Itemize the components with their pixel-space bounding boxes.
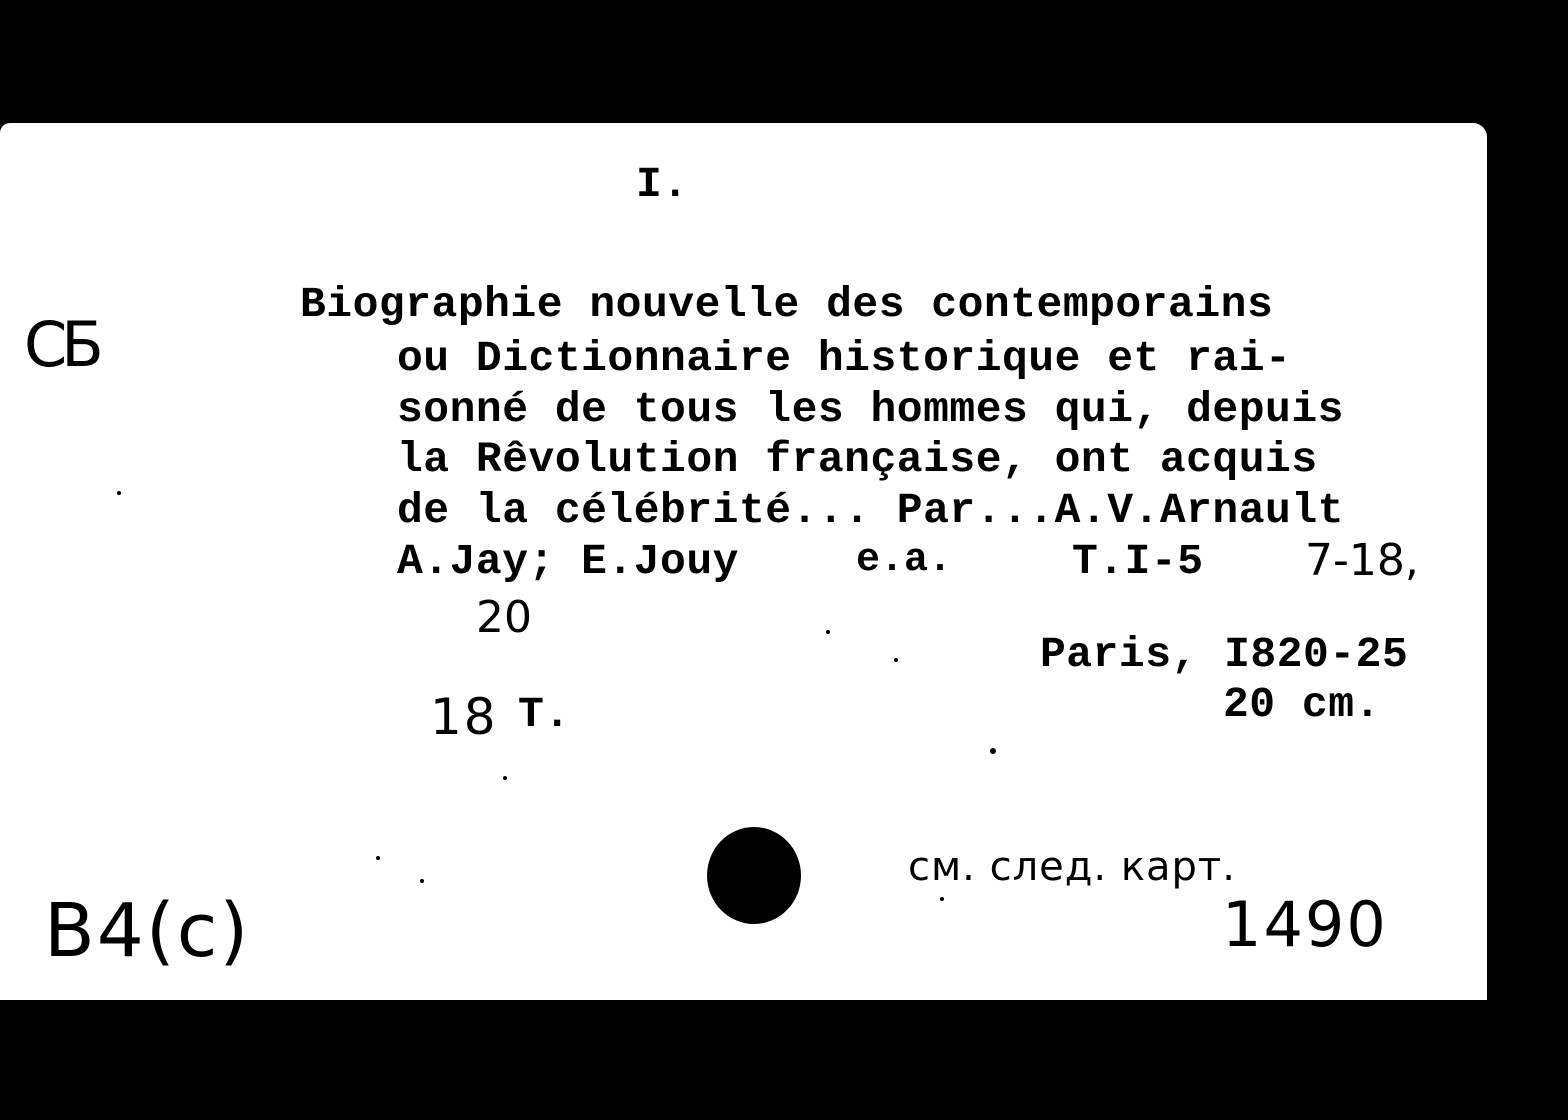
shelf-mark-bottom: B4(c) [44,888,251,974]
volume-count-number: 18 [430,688,498,746]
size: 20 cm. [1223,680,1381,729]
speck [894,658,898,662]
shelf-mark-top: СБ [24,308,98,381]
title-line: la Rêvolution française, ont acquis [397,435,1318,484]
speck [940,897,944,901]
authors-line: A.Jay; E.Jouy [397,537,739,586]
imprint: Paris, I820-25 [1040,630,1409,679]
volume-count-suffix: T. [518,690,571,739]
speck [117,491,121,495]
title-line: sonné de tous les hommes qui, depuis [397,385,1344,434]
speck [420,879,424,883]
volumes-hand-addition: 7-18, [1305,535,1419,586]
inventory-number: 1490 [1222,888,1388,961]
volumes-hand-extra: 20 [476,592,532,643]
authors-hand-addition: e.a. [856,538,953,583]
title-line: de la célébrité... Par...A.V.Arnault [397,486,1344,535]
speck [990,748,996,754]
title-line: Biographie nouvelle des contemporains [300,280,1274,329]
speck [503,776,507,780]
title-line: ou Dictionnaire historique et rai- [397,334,1292,383]
see-next-card-note: см. след. карт. [908,844,1236,890]
speck [376,856,380,860]
volumes-typed: T.I-5 [1072,537,1204,586]
punch-hole [707,827,801,924]
volume-heading: I. [636,160,689,209]
speck [826,630,830,634]
